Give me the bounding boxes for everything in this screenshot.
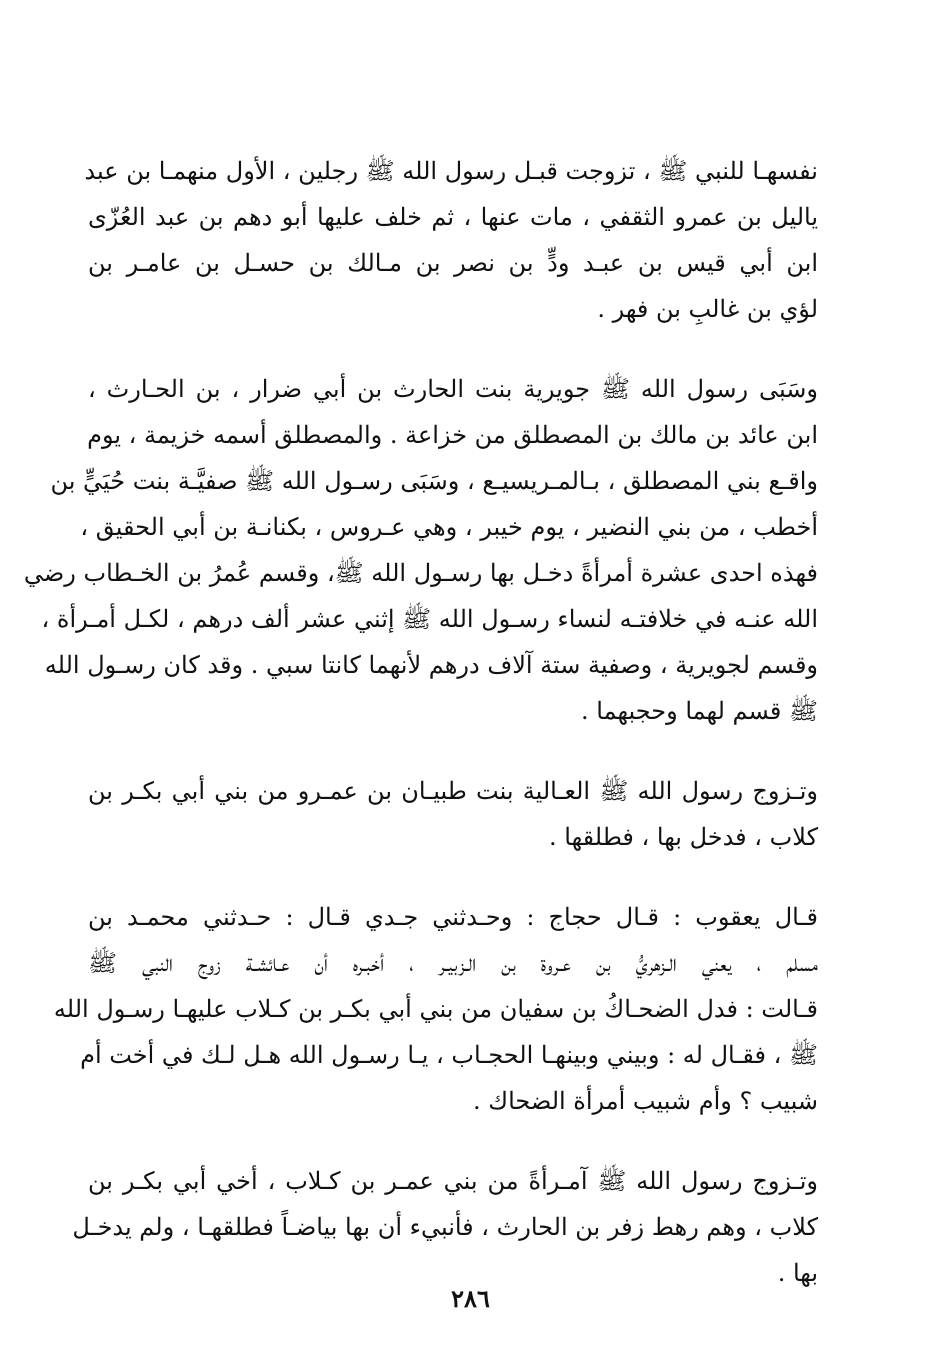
text-line: وتـزوج رسول الله ﷺ آمـرأةً من بني عمـر بن كـلاب ، أخي أبي بكـر بن xyxy=(88,1167,818,1195)
text-line: فهذه احدى عشرة أمرأةً دخـل بها رسـول الله ﷺ، وقسم عُمرُ بن الخـطاب رضي xyxy=(23,559,818,587)
text-line: الله عنـه في خلافتـه لنساء رسـول الله ﷺ إثني عشر ألف درهم ، لكـل أمـرأة ، xyxy=(41,605,818,633)
text-line: ﷺ ، فقـال له : وبيني وبينهـا الحجـاب ، يـا رسـول الله هـل لـك في أخت أم xyxy=(80,1041,818,1069)
paragraph-3 xyxy=(88,768,818,860)
page-body xyxy=(23,148,818,1330)
text-line: أخطب ، من بني النضير ، يوم خيبر ، وهي عـروس ، بكنانـة بن أبي الحقيق ، xyxy=(80,513,818,541)
text-line: قـال يعقوب : قـال حجاج : وحـدثني جـدي قـال : حـدثني محمـد بن xyxy=(88,903,818,931)
text-line: ابن عائد بن مالك بن المصطلق من خزاعة . والمصطلق أسمه خزيمة ، يوم xyxy=(87,421,818,449)
text-line: كلاب ، فدخل بها ، فطلقها . xyxy=(549,823,818,851)
paragraph-2 xyxy=(23,366,818,734)
text-line: لؤي بن غالبِ بن فهر . xyxy=(597,295,818,323)
paragraph-4 xyxy=(53,894,818,1124)
text-line: بها . xyxy=(777,1259,818,1287)
text-line: واقـع بني المصطلق ، بـالمـريسيـع ، وسَبَى رسـول الله ﷺ صفيَّـة بنت حُيَيٍّ بن xyxy=(50,467,818,495)
text-line: ياليل بن عمرو الثقفي ، مات عنها ، ثم خلف عليها أبو دهم بن عبد العُزّى xyxy=(88,203,818,231)
text-line: ﷺ قسم لهما وحجبهما . xyxy=(581,697,818,725)
text-line: كلاب ، وهم رهط زفر بن الحارث ، فأنبيء أن بها بياضـاً فطلقهـا ، ولم يدخـل xyxy=(72,1213,818,1241)
text-line: مسلم ، يعني الـزهريُّ بن عـروة بن الـزبيـر ، أخبـره أن عـائشـة زوج النبي ﷺ xyxy=(88,949,818,977)
paragraph-5 xyxy=(72,1158,818,1296)
text-line: نفسهـا للنبي ﷺ ، تزوجت قبـل رسول الله ﷺ رجلين ، الأول منهمـا بن عبد xyxy=(84,157,818,185)
text-line: وتـزوج رسول الله ﷺ العـالية بنت طبيـان بن عمـرو من بني أبي بكـر بن xyxy=(88,777,818,805)
page-number: ٢٨٦ xyxy=(451,1284,490,1313)
text-line: وسَبَى رسول الله ﷺ جويرية بنت الحارث بن أبي ضرار ، بن الحـارث ، xyxy=(88,375,818,403)
paragraph-1 xyxy=(84,148,818,332)
text-line: قـالت : فدل الضحـاكُ بن سفيان من بني أبي بكـر بن كـلاب عليهـا رسـول الله xyxy=(53,995,818,1023)
text-line: شبيب ؟ وأم شبيب أمرأة الضحاك . xyxy=(473,1087,818,1115)
text-line: ابن أبي قيس بن عبـد ودٍّ بن نصر بن مـالك بن حسـل بن عامـر بن xyxy=(88,249,818,277)
text-line: وقسم لجويرية ، وصفية ستة آلاف درهم لأنهما كانتا سبي . وقد كان رسـول الله xyxy=(44,651,818,679)
